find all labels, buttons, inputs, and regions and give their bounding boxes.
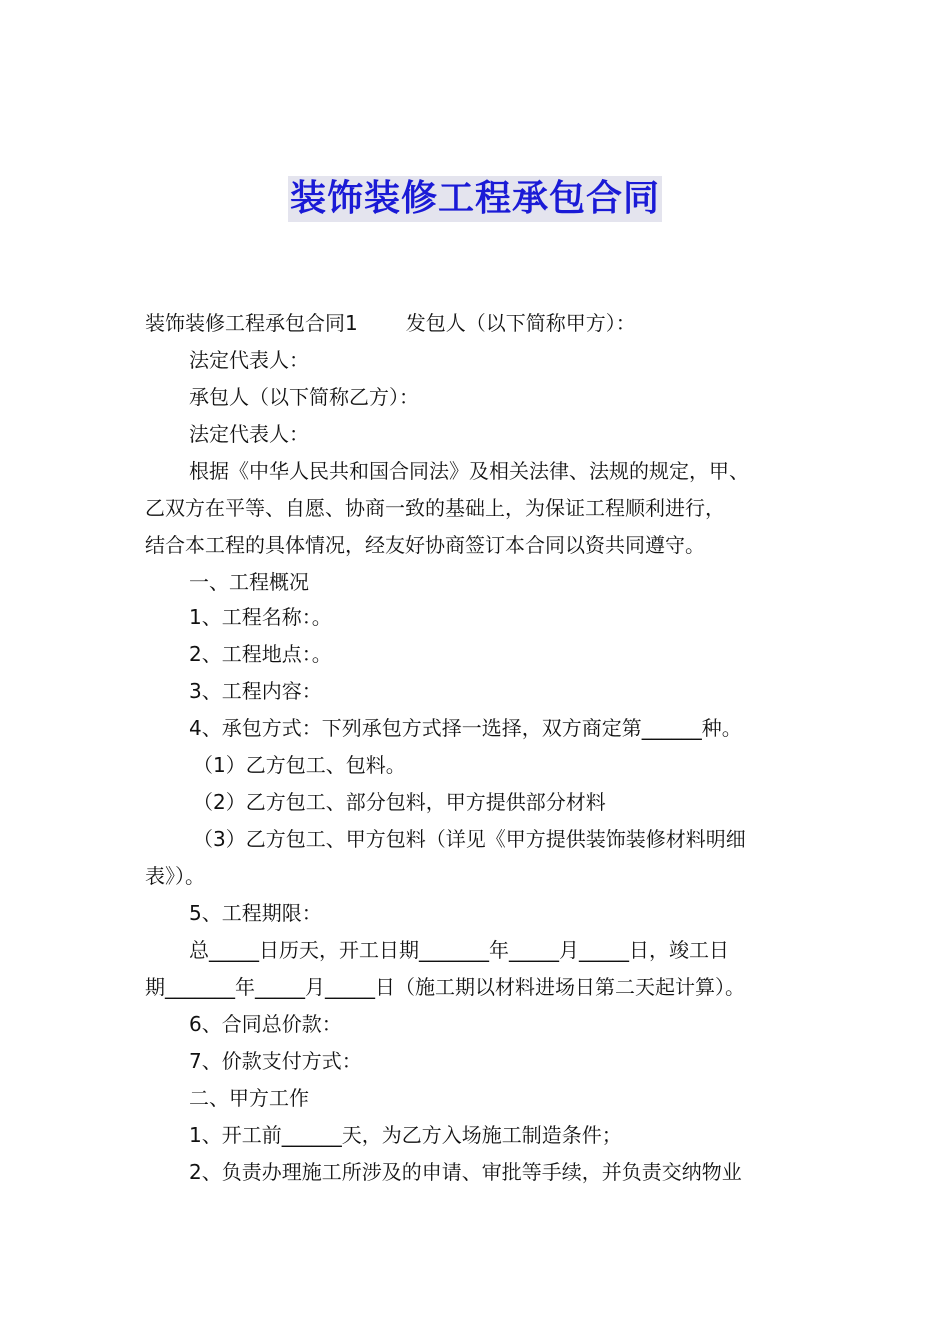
- paragraph-line: 乙双方在平等、自愿、协商一致的基础上，为保证工程顺利进行，: [145, 496, 725, 520]
- paragraph-line: 3、工程内容：: [189, 679, 322, 703]
- paragraph-line: 7、价款支付方式：: [189, 1049, 362, 1073]
- paragraph-line: 总_____日历天，开工日期_______年_____月_____日，竣工日: [189, 938, 729, 962]
- paragraph-line: 1、工程名称：。: [189, 605, 332, 629]
- paragraph-line: 2、负责办理施工所涉及的申请、审批等手续，并负责交纳物业: [189, 1160, 742, 1184]
- paragraph-line: （2）乙方包工、部分包料，甲方提供部分材料: [193, 790, 606, 814]
- party-a-label: 发包人（以下简称甲方）：: [405, 311, 636, 335]
- paragraph-line: 承包人（以下简称乙方）：: [189, 385, 419, 409]
- section-heading: 二、甲方工作: [189, 1086, 309, 1110]
- contract-heading: 装饰装修工程承包合同1: [145, 311, 358, 335]
- paragraph-line: 2、工程地点：。: [189, 642, 332, 666]
- paragraph-line: 结合本工程的具体情况，经友好协商签订本合同以资共同遵守。: [145, 533, 705, 557]
- paragraph-line: （1）乙方包工、包料。: [193, 753, 406, 777]
- paragraph-line: 法定代表人：: [189, 348, 309, 372]
- section-heading: 一、工程概况: [189, 570, 309, 594]
- paragraph-line: 法定代表人：: [189, 422, 309, 446]
- paragraph-line: 5、工程期限：: [189, 901, 322, 925]
- paragraph-line: 表》）。: [145, 864, 205, 888]
- paragraph-line: 根据《中华人民共和国合同法》及相关法律、法规的规定，甲、: [189, 459, 749, 483]
- paragraph-line: 1、开工前______天，为乙方入场施工制造条件；: [189, 1123, 622, 1147]
- paragraph-line: 4、承包方式：下列承包方式择一选择，双方商定第______种。: [189, 716, 742, 740]
- paragraph-line: （3）乙方包工、甲方包料（详见《甲方提供装饰装修材料明细: [193, 827, 746, 851]
- paragraph-line: 期_______年_____月_____日（施工期以材料进场日第二天起计算）。: [145, 975, 745, 999]
- document-title: 装饰装修工程承包合同: [288, 176, 662, 222]
- first-line: [145, 310, 636, 336]
- paragraph-line: 6、合同总价款：: [189, 1012, 342, 1036]
- title-container: [0, 176, 950, 222]
